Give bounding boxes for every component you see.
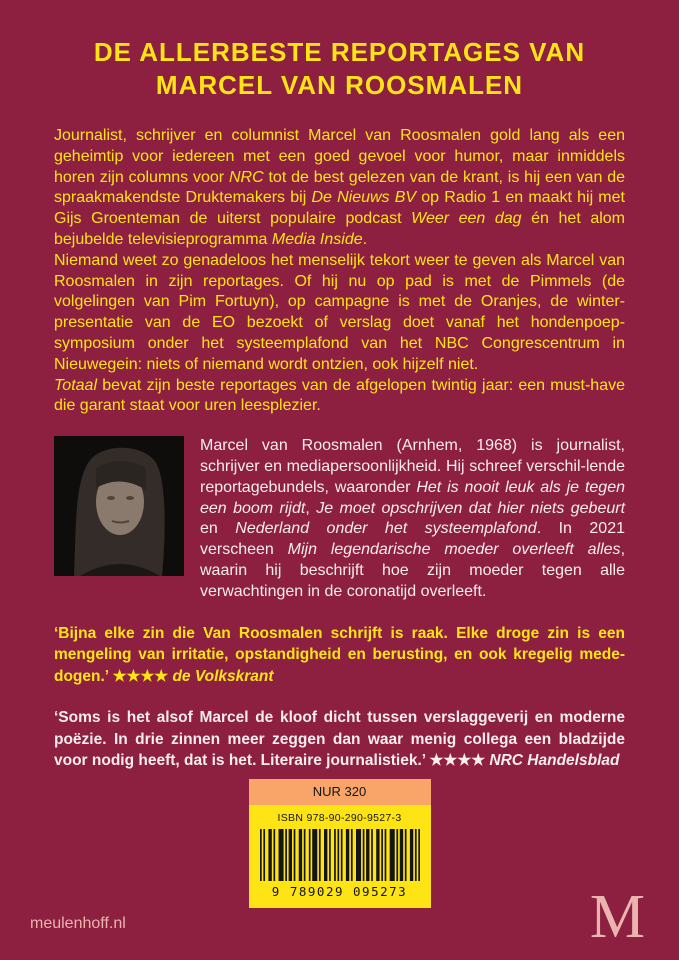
book-title-line1: DE ALLERBESTE REPORTAGES VAN bbox=[93, 37, 586, 67]
isbn-number: ISBN 978-90-290-9527-3 bbox=[277, 812, 402, 824]
ean-digits: 9 789029 095273 bbox=[271, 884, 408, 899]
author-bio-text: Marcel van Roosmalen (Arnhem, 1968) is journalist, schrijver en mediapersoonlijkheid. Hij schreef verschil-lende reportagebundels, waaronder Het is nooit leuk als je tegen een boom rijdt, Je moet opschrijven dat hier niets gebeurt en Nederland onder het systeemplafond. In 2021 verscheen Mijn legendarische moeder overleeft alles, waarin hij beschrijft hoe zijn moeder tegen alle verwachtingen in de coronatijd overleeft. bbox=[200, 437, 626, 600]
barcode-bars bbox=[260, 829, 420, 881]
publisher-url: meulenhoff.nl bbox=[30, 915, 126, 932]
press-quote-nrc-handelsblad: ‘Soms is het alsof Marcel de kloof dicht tussen verslaggeverij en moderne poëzie. In drie zinnen meer zeggen dan waar menig collega een bladzijde voor nodig heeft, dat is het. Literaire journalistiek.’ ★★★★ NRC Handelsblad bbox=[54, 709, 625, 770]
book-title bbox=[54, 36, 625, 102]
press-quote-volkskrant: ‘Bijna elke zin die Van Roosmalen schrijft is raak. Elke droge zin is een mengeling van irritatie, opstandigheid en berusting, en ook kregelig mede-dogen.’ ★★★★ de Volkskrant bbox=[54, 624, 625, 685]
publisher-logo: M bbox=[589, 883, 645, 951]
ean-barcode bbox=[259, 829, 421, 881]
author-portrait-illustration bbox=[54, 436, 184, 576]
book-title-line2: MARCEL VAN ROOSMALEN bbox=[155, 70, 524, 100]
blurb bbox=[54, 126, 625, 417]
blurb-paragraph-1: Journalist, schrijver en columnist Marcel van Roosmalen gold lang als een geheimtip voor iedereen met een goed gevoel voor humor, maar inmiddels horen zijn columns voor NRC tot de best gelezen van de krant, is hij een van de spraakmakendste Druktemakers bij De Nieuws BV op Radio 1 en maakt hij met Gijs Groenteman de uiterst populaire podcast Weer een dag én het alom bejubelde televisieprogramma Media Inside. bbox=[54, 127, 626, 248]
author-photo bbox=[54, 436, 184, 576]
barcode-block bbox=[249, 779, 431, 908]
nur-code: NUR 320 bbox=[249, 779, 431, 805]
author-bio-section bbox=[54, 436, 625, 602]
blurb-paragraph-2: Niemand weet zo genadeloos het menselijk tekort weer te geven als Marcel van Roosmalen in zijn reportages. Of hij nu op pad is met de Pimmels (de volgelingen van Pim Fortuyn), op campagne is met de Oranjes, de winter-presentatie van de EO bezoekt of verslag doet vanaf het hondenpoep-symposium onder het systeemplafond van het NBC Congrescentrum in Nieuwegein: niets of niemand wordt ontzien, ook hijzelf niet. bbox=[54, 251, 625, 373]
isbn-panel bbox=[249, 805, 431, 908]
blurb-paragraph-3: Totaal bevat zijn beste reportages van de afgelopen twintig jaar: een must-have die garant staat voor uren leesplezier. bbox=[54, 376, 625, 415]
